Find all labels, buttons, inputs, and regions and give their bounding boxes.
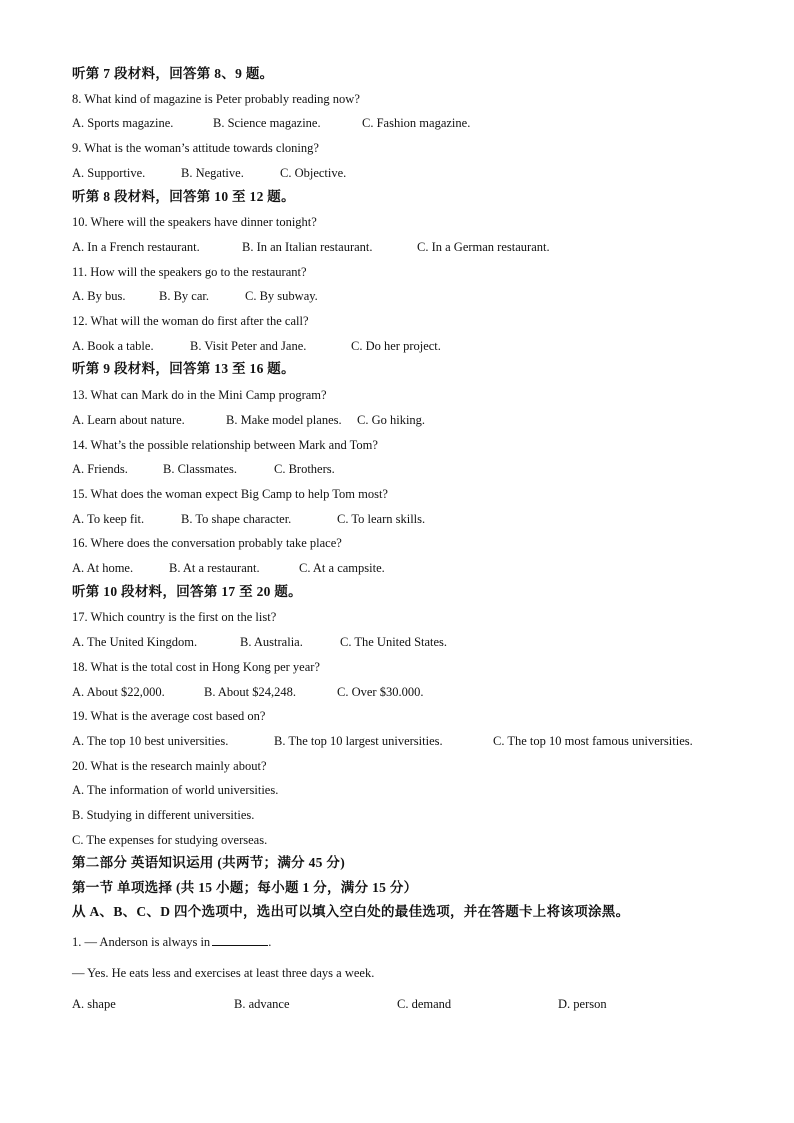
section-7-heading: 听第 7 段材料，回答第 8、9 题。 bbox=[72, 66, 274, 81]
option-a: A. About $22,000. bbox=[72, 685, 165, 699]
question-18: 18. What is the total cost in Hong Kong per year? bbox=[72, 660, 320, 674]
part-2-subheading: 第一节 单项选择 (共 15 小题；每小题 1 分，满分 15 分） bbox=[72, 880, 418, 895]
option-c: C. The United States. bbox=[340, 635, 448, 649]
question-9: 9. What is the woman’s attitude towards cloning? bbox=[72, 141, 319, 155]
question-13: 13. What can Mark do in the Mini Camp program? bbox=[72, 388, 327, 402]
option-c: C. Over $30.000. bbox=[337, 685, 424, 699]
option-c: C. demand bbox=[397, 997, 452, 1011]
option-c: C. The top 10 most famous universities. bbox=[493, 734, 693, 748]
option-c: C. Do her project. bbox=[351, 339, 441, 353]
part-2-instruction: 从 A、B、C、D 四个选项中，选出可以填入空白处的最佳选项，并在答题卡上将该项涂黑。 bbox=[72, 904, 630, 919]
option-a: A. To keep fit. bbox=[72, 512, 145, 526]
option-b: B. Visit Peter and Jane. bbox=[190, 339, 307, 353]
option-a: A. At home. bbox=[72, 561, 134, 575]
option-a: A. Book a table. bbox=[72, 339, 154, 353]
option-a: A. Sports magazine. bbox=[72, 116, 174, 130]
option-a: A. The United Kingdom. bbox=[72, 635, 198, 649]
question-8: 8. What kind of magazine is Peter probably reading now? bbox=[72, 92, 360, 106]
question-11: 11. How will the speakers go to the restaurant? bbox=[72, 265, 307, 279]
option-c: C. In a German restaurant. bbox=[417, 240, 550, 254]
option-d: D. person bbox=[558, 997, 607, 1011]
grammar-question-1 bbox=[72, 934, 271, 950]
question-19: 19. What is the average cost based on? bbox=[72, 709, 266, 723]
option-b: B. To shape character. bbox=[181, 512, 292, 526]
question-10: 10. Where will the speakers have dinner tonight? bbox=[72, 215, 317, 229]
option-a: A. The top 10 best universities. bbox=[72, 734, 229, 748]
option-c: C. By subway. bbox=[245, 289, 318, 303]
question-12: 12. What will the woman do first after the call? bbox=[72, 314, 309, 328]
option-a: A. Friends. bbox=[72, 462, 128, 476]
option-c: C. To learn skills. bbox=[337, 512, 426, 526]
option-a: A. In a French restaurant. bbox=[72, 240, 200, 254]
question-20-option-b: B. Studying in different universities. bbox=[72, 808, 255, 822]
option-b: B. About $24,248. bbox=[204, 685, 297, 699]
question-1-prompt-end: . bbox=[268, 935, 272, 949]
question-16: 16. Where does the conversation probably take place? bbox=[72, 536, 342, 550]
option-b: B. Negative. bbox=[181, 166, 244, 180]
option-c: C. At a campsite. bbox=[299, 561, 385, 575]
question-15: 15. What does the woman expect Big Camp to help Tom most? bbox=[72, 487, 388, 501]
section-10-heading: 听第 10 段材料，回答第 17 至 20 题。 bbox=[72, 584, 302, 599]
question-1-reply: — Yes. He eats less and exercises at least three days a week. bbox=[72, 966, 375, 980]
option-a: A. Learn about nature. bbox=[72, 413, 185, 427]
answer-blank bbox=[212, 934, 268, 946]
question-20-option-a: A. The information of world universities. bbox=[72, 783, 279, 797]
option-c: C. Brothers. bbox=[274, 462, 335, 476]
option-b: B. The top 10 largest universities. bbox=[274, 734, 443, 748]
question-1-prompt: 1. — Anderson is always in bbox=[72, 935, 211, 949]
section-8-heading: 听第 8 段材料，回答第 10 至 12 题。 bbox=[72, 189, 295, 204]
option-b: B. By car. bbox=[159, 289, 209, 303]
option-b: B. Science magazine. bbox=[213, 116, 321, 130]
question-17: 17. Which country is the first on the list? bbox=[72, 610, 277, 624]
section-9-heading: 听第 9 段材料，回答第 13 至 16 题。 bbox=[72, 361, 295, 376]
option-b: B. advance bbox=[234, 997, 290, 1011]
option-b: B. At a restaurant. bbox=[169, 561, 260, 575]
option-a: A. By bus. bbox=[72, 289, 126, 303]
option-c: C. Fashion magazine. bbox=[362, 116, 471, 130]
option-b: B. Classmates. bbox=[163, 462, 237, 476]
option-a: A. shape bbox=[72, 997, 116, 1011]
option-c: C. Go hiking. bbox=[357, 413, 426, 427]
option-b: B. In an Italian restaurant. bbox=[242, 240, 373, 254]
question-20-option-c: C. The expenses for studying overseas. bbox=[72, 833, 268, 847]
option-b: B. Make model planes. bbox=[226, 413, 342, 427]
option-c: C. Objective. bbox=[280, 166, 347, 180]
question-20: 20. What is the research mainly about? bbox=[72, 759, 267, 773]
question-14: 14. What’s the possible relationship between Mark and Tom? bbox=[72, 438, 378, 452]
part-2-heading: 第二部分 英语知识运用 (共两节；满分 45 分) bbox=[72, 855, 345, 870]
option-a: A. Supportive. bbox=[72, 166, 146, 180]
option-b: B. Australia. bbox=[240, 635, 303, 649]
